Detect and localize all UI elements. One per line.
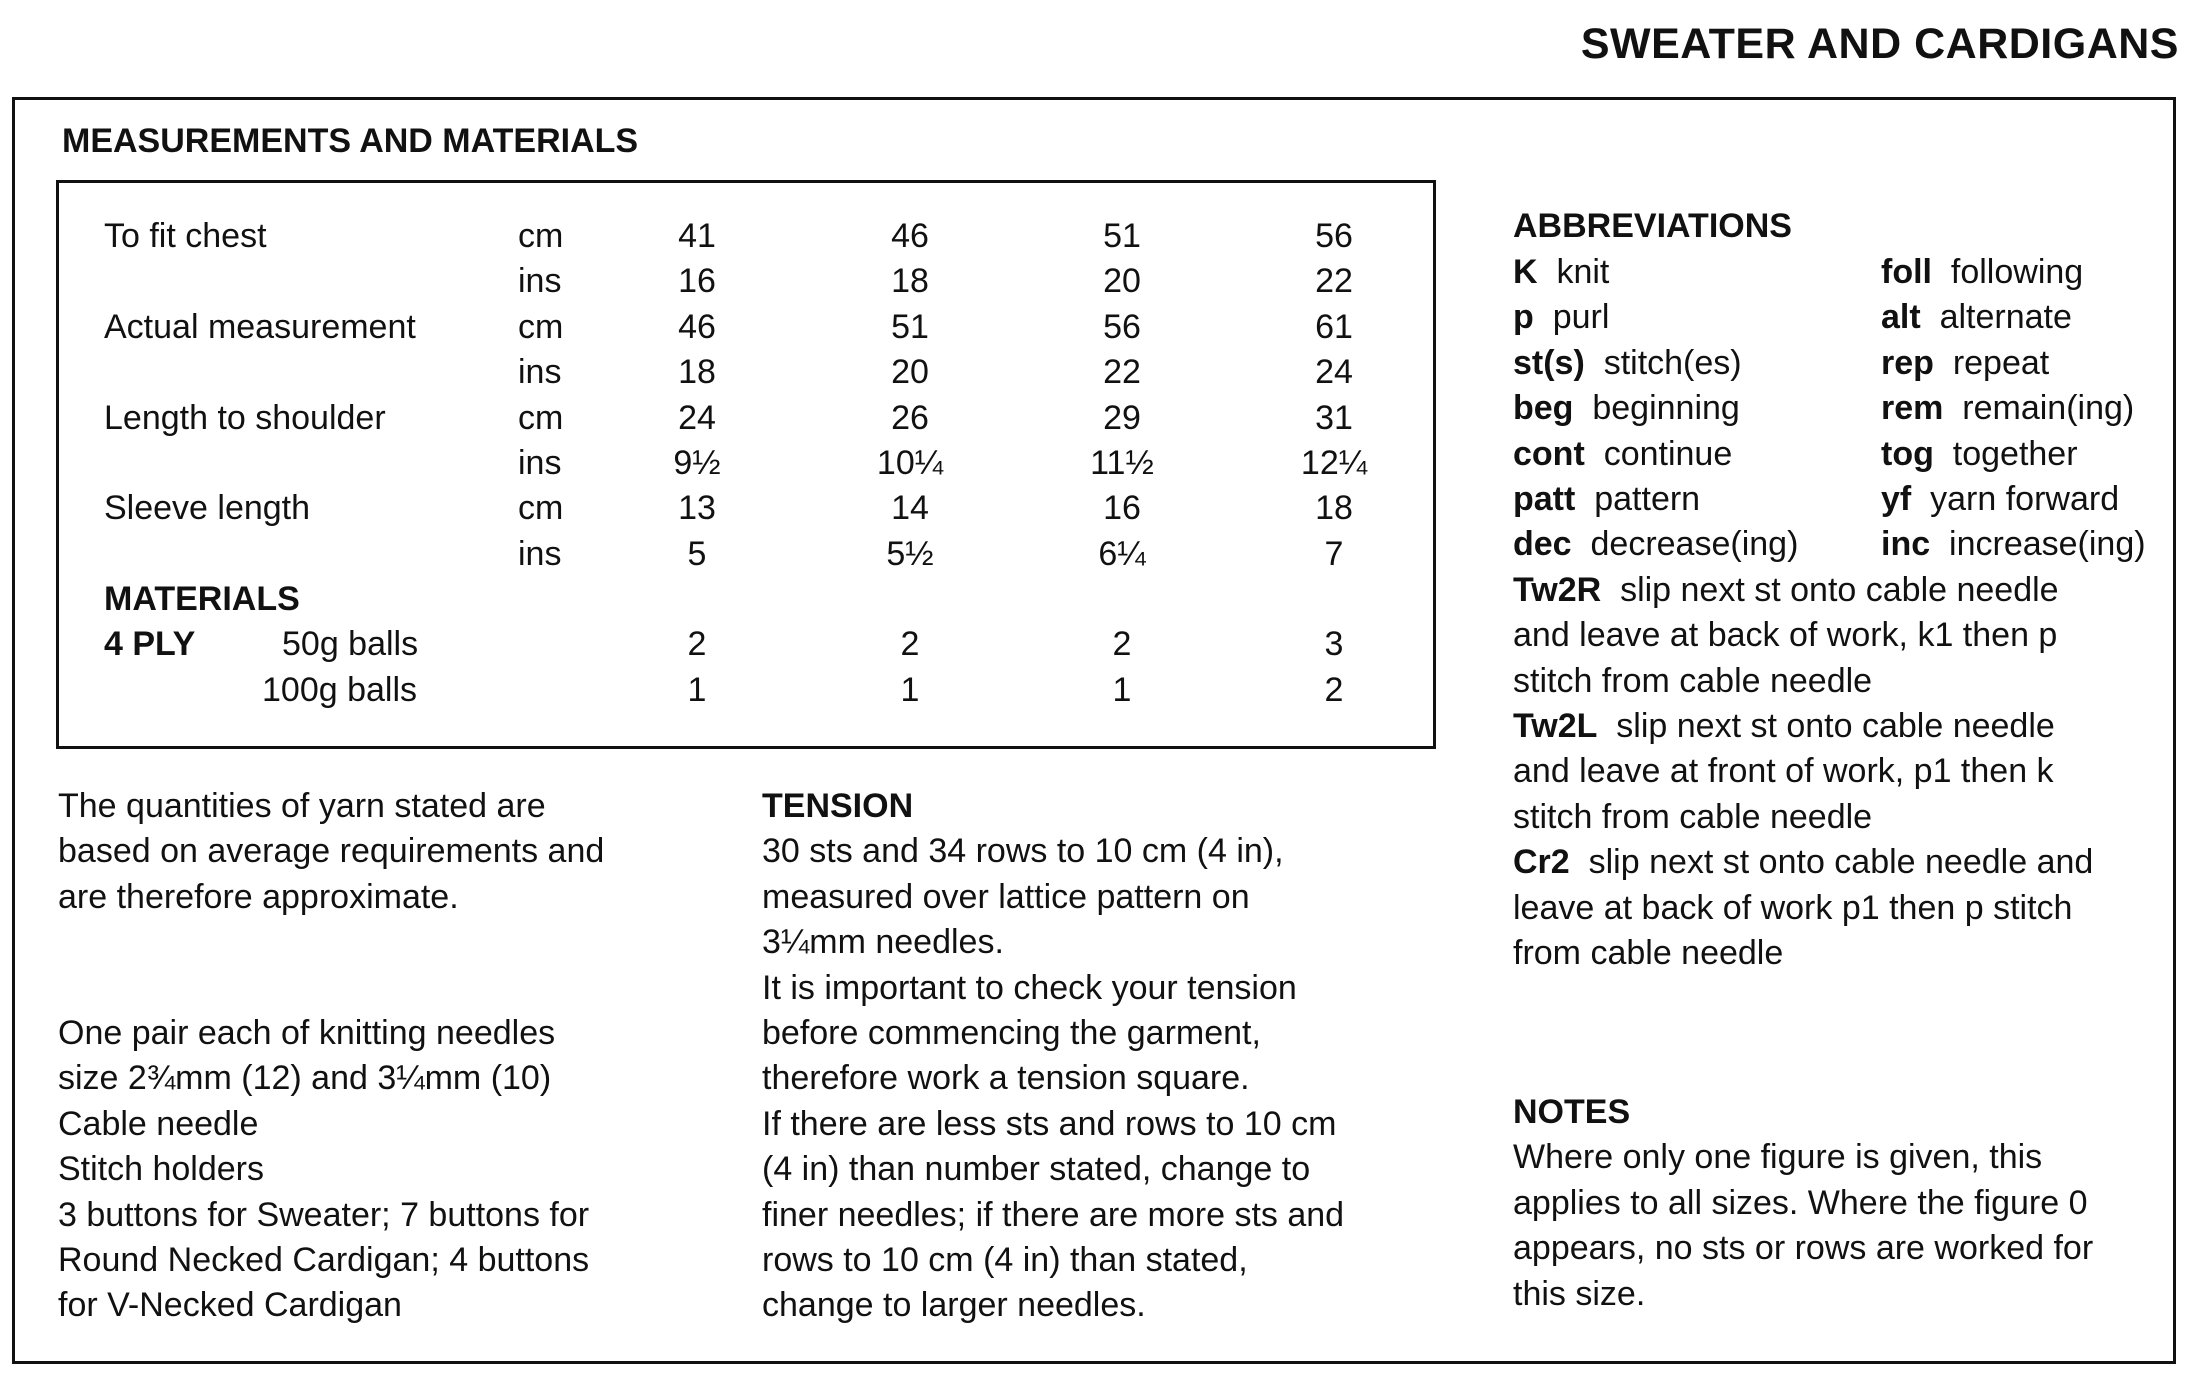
measurement-value: 13	[678, 489, 716, 527]
abbreviation-term: st(s)	[1513, 344, 1585, 382]
measurement-value: 7	[1324, 535, 1344, 573]
measurement-label: Length to shoulder	[104, 399, 386, 437]
measurement-value: 20	[891, 353, 929, 391]
cable-abbreviation-term: Cr2	[1513, 843, 1570, 881]
abbreviation-term: beg	[1513, 389, 1574, 427]
measurement-value: 61	[1315, 308, 1353, 346]
abbreviation-meaning: alternate	[1939, 298, 2072, 336]
tension-line: change to larger needles.	[762, 1286, 1146, 1325]
cable-abbreviation-text: and leave at back of work, k1 then p	[1513, 616, 2058, 654]
materials-heading: MATERIALS	[104, 580, 300, 618]
abbreviation-item	[1513, 386, 1740, 431]
measurement-unit: ins	[518, 444, 562, 482]
measurement-value: 51	[891, 308, 929, 346]
notes-line: this size.	[1513, 1274, 1646, 1313]
measurement-value: 6¼	[1098, 535, 1146, 573]
cable-abbreviation-term: Tw2L	[1513, 707, 1598, 745]
materials-value: 3	[1324, 625, 1344, 663]
notes-line: Where only one figure is given, this	[1513, 1138, 2043, 1177]
measurement-value: 24	[678, 399, 716, 437]
yarn-label: 4 PLY	[104, 625, 196, 663]
abbreviation-item	[1881, 295, 2072, 340]
abbreviation-term: foll	[1881, 253, 1932, 291]
notes-line: applies to all sizes. Where the figure 0	[1513, 1183, 2088, 1222]
abbreviation-item	[1881, 250, 2083, 295]
equipment-line: size 2¾mm (12) and 3¼mm (10)	[58, 1059, 552, 1098]
abbreviation-meaning: yarn forward	[1930, 480, 2120, 518]
cable-abbreviation-text: from cable needle	[1513, 934, 1784, 972]
measurement-label: To fit chest	[104, 217, 267, 255]
materials-label: 50g balls	[282, 625, 419, 663]
cable-abbreviation-line	[1513, 749, 2054, 794]
measurement-label: Actual measurement	[104, 308, 416, 346]
tension-line: 3¼mm needles.	[762, 923, 1004, 962]
abbreviation-item	[1513, 250, 1609, 295]
materials-value: 2	[1112, 625, 1132, 663]
measurement-value: 18	[678, 353, 716, 391]
quantities-line: are therefore approximate.	[58, 877, 459, 916]
measurement-unit: ins	[518, 353, 562, 391]
measurement-value: 46	[891, 217, 929, 255]
measurement-value: 16	[678, 262, 716, 300]
measurement-value: 5½	[886, 535, 934, 573]
abbreviation-meaning: together	[1952, 435, 2078, 473]
measurement-value: 5	[687, 535, 707, 573]
tension-line: 30 sts and 34 rows to 10 cm (4 in),	[762, 832, 1284, 871]
cable-abbreviation-text: slip next st onto cable needle and	[1588, 843, 2094, 881]
cable-abbreviation-text: slip next st onto cable needle	[1620, 571, 2059, 609]
abbreviation-item	[1513, 295, 1609, 340]
measurement-value: 31	[1315, 399, 1353, 437]
abbreviations-heading: ABBREVIATIONS	[1513, 207, 1792, 245]
equipment-list	[58, 1011, 589, 1329]
equipment-line: 3 buttons for Sweater; 7 buttons for	[58, 1195, 590, 1234]
measurement-value: 20	[1103, 262, 1141, 300]
measurement-value: 22	[1103, 353, 1141, 391]
measurement-value: 29	[1103, 399, 1141, 437]
equipment-line: for V-Necked Cardigan	[58, 1286, 402, 1325]
abbreviation-meaning: beginning	[1592, 389, 1740, 427]
measurement-unit: ins	[518, 535, 562, 573]
abbreviation-item	[1881, 386, 2134, 431]
abbreviation-item	[1513, 341, 1742, 386]
notes-section	[1513, 1090, 2093, 1317]
section-heading: MEASUREMENTS AND MATERIALS	[62, 122, 639, 160]
abbreviation-meaning: stitch(es)	[1603, 344, 1742, 382]
cable-abbreviation-term: Tw2R	[1513, 571, 1602, 609]
abbreviation-meaning: purl	[1552, 298, 1610, 336]
measurement-value: 9½	[673, 444, 721, 482]
tension-line: It is important to check your tension	[762, 968, 1297, 1007]
abbreviation-item	[1881, 432, 2078, 477]
measurement-unit: ins	[518, 262, 562, 300]
cable-abbreviation-line	[1513, 840, 2093, 885]
abbreviation-meaning: decrease(ing)	[1590, 525, 1799, 563]
abbreviation-term: cont	[1513, 435, 1585, 473]
quantities-line: The quantities of yarn stated are	[58, 787, 546, 825]
measurement-unit: cm	[518, 217, 564, 255]
measurement-unit: cm	[518, 308, 564, 346]
cable-abbreviation-text: leave at back of work p1 then p stitch	[1513, 889, 2073, 927]
abbreviation-meaning: following	[1950, 253, 2084, 291]
equipment-line: Cable needle	[58, 1104, 259, 1143]
measurement-value: 16	[1103, 489, 1141, 527]
tension-line: before commencing the garment,	[762, 1014, 1261, 1053]
abbreviation-term: dec	[1513, 525, 1572, 563]
abbreviation-term: tog	[1881, 435, 1934, 473]
abbreviation-term: inc	[1881, 525, 1931, 563]
notes-heading: NOTES	[1513, 1093, 1631, 1131]
cable-abbreviation-text: and leave at front of work, p1 then k	[1513, 752, 2054, 790]
measurement-value: 18	[1315, 489, 1353, 527]
materials-value: 1	[687, 671, 707, 709]
measurement-value: 51	[1103, 217, 1141, 255]
measurement-value: 56	[1103, 308, 1141, 346]
equipment-line: Stitch holders	[58, 1150, 264, 1189]
measurement-unit: cm	[518, 489, 564, 527]
abbreviation-item	[1881, 341, 2049, 386]
measurement-value: 10¼	[876, 444, 944, 482]
materials-value: 1	[900, 671, 920, 709]
abbreviation-term: patt	[1513, 480, 1576, 518]
materials-value: 2	[687, 625, 707, 663]
tension-line: therefore work a tension square.	[762, 1059, 1250, 1098]
abbreviation-term: K	[1513, 253, 1538, 291]
measurement-unit: cm	[518, 399, 564, 437]
cable-abbreviation-line	[1513, 704, 2055, 749]
equipment-line: One pair each of knitting needles	[58, 1014, 556, 1052]
tension-line: rows to 10 cm (4 in) than stated,	[762, 1241, 1248, 1280]
abbreviation-item	[1513, 522, 1798, 567]
abbreviation-meaning: remain(ing)	[1962, 389, 2135, 427]
quantities-line: based on average requirements and	[58, 832, 605, 871]
abbreviation-meaning: increase(ing)	[1949, 525, 2146, 563]
tension-line: finer needles; if there are more sts and	[762, 1195, 1345, 1234]
abbreviation-item	[1513, 477, 1700, 522]
measurement-value: 26	[891, 399, 929, 437]
abbreviation-term: yf	[1881, 480, 1912, 518]
cable-abbreviation-line	[1513, 613, 2057, 658]
cable-abbreviation-line	[1513, 659, 1872, 704]
cable-abbreviation-text: stitch from cable needle	[1513, 798, 1873, 836]
abbreviation-term: rem	[1881, 389, 1944, 427]
abbreviation-term: alt	[1881, 298, 1921, 336]
abbreviation-meaning: knit	[1556, 253, 1610, 291]
tension-heading: TENSION	[762, 787, 914, 825]
materials-value: 1	[1112, 671, 1132, 709]
tension-line: measured over lattice pattern on	[762, 877, 1250, 916]
measurement-value: 24	[1315, 353, 1353, 391]
measurement-value: 18	[891, 262, 929, 300]
cable-abbreviation-text: slip next st onto cable needle	[1616, 707, 2055, 745]
notes-line: appears, no sts or rows are worked for	[1513, 1229, 2094, 1268]
measurement-value: 11½	[1090, 444, 1154, 482]
abbreviation-item	[1513, 432, 1732, 477]
measurement-value: 12¼	[1300, 444, 1368, 482]
abbreviation-meaning: repeat	[1952, 344, 2050, 382]
measurement-label: Sleeve length	[104, 489, 311, 527]
tension-line: If there are less sts and rows to 10 cm	[762, 1104, 1337, 1143]
cable-abbreviation-line	[1513, 931, 1783, 976]
page-title: SWEATER AND CARDIGANS	[1580, 20, 2179, 68]
abbreviation-term: rep	[1881, 344, 1934, 382]
cable-abbreviation-line	[1513, 886, 2072, 931]
abbreviation-item	[1881, 477, 2119, 522]
abbreviation-meaning: pattern	[1594, 480, 1701, 518]
quantities-note	[58, 784, 604, 920]
tension-line: (4 in) than number stated, change to	[762, 1150, 1311, 1189]
materials-label: 100g balls	[262, 671, 418, 709]
materials-value: 2	[1324, 671, 1344, 709]
measurement-value: 46	[678, 308, 716, 346]
measurement-value: 56	[1315, 217, 1353, 255]
abbreviation-item	[1881, 522, 2146, 567]
cable-abbreviation-line	[1513, 795, 1872, 840]
measurement-value: 14	[891, 489, 929, 527]
measurement-value: 41	[678, 217, 716, 255]
measurement-value: 22	[1315, 262, 1353, 300]
materials-value: 2	[900, 625, 920, 663]
cable-abbreviation-text: stitch from cable needle	[1513, 662, 1873, 700]
cable-abbreviation-line	[1513, 568, 2059, 613]
abbreviation-meaning: continue	[1603, 435, 1733, 473]
equipment-line: Round Necked Cardigan; 4 buttons	[58, 1241, 590, 1280]
abbreviation-term: p	[1513, 298, 1534, 336]
tension-section	[762, 784, 1344, 1329]
